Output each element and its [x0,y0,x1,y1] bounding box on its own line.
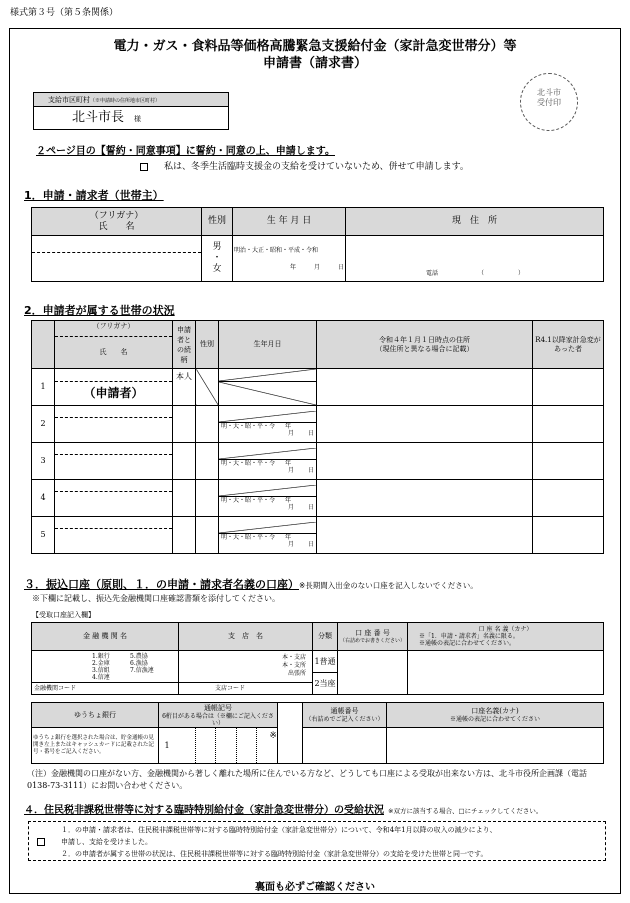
s4-checkbox[interactable] [37,838,45,846]
s2-name-cell[interactable] [55,406,173,443]
s2-birth-cell[interactable] [219,406,317,443]
s3-bank-opt[interactable]: 4.信連 [92,674,110,681]
s2-row-number: 2 [32,406,55,443]
s3-holder-note1: ※「1．申請・請求者」名義に限る。 [419,633,519,640]
s2-birth-header: 生年月日 [219,321,317,369]
s2-address-note: （現住所と異なる場合に記載） [375,344,474,353]
s3-caution: （注）金融機関の口座がない方、金融機関から著しく離れた場所に住んでいる方など、どうしても口座による受取が出来ない方は、北斗市役所企画課（電話0138-73-3111）にお問い合わせください。 [27,769,587,790]
s2-sex-cell[interactable] [196,406,219,443]
s3-holder-label: 口 座 名 義（カナ） [478,626,533,633]
stamp-line2: 受付印 [537,98,561,107]
s3-passbookno-note: （右詰めでご記入ください） [305,716,384,723]
s2-name-cell[interactable] [55,517,173,554]
s2-day: 日 [307,504,314,511]
s3-type-cell[interactable] [313,651,338,695]
s2-month: 月 [287,467,294,474]
s3-yucho-header: ゆうちょ銀行 [32,703,159,728]
s1-sex-female: 女 [212,264,222,274]
s1-name-cell[interactable] [32,236,202,282]
s2-change-cell[interactable] [533,369,604,406]
s2-address-header [317,321,533,369]
s3-acctno-label: 口 座 番 号 [355,628,390,637]
s1-sex-male: 男 [212,242,222,252]
s3-passbook-one: 1 [164,741,170,750]
section2-heading: 2．申請者が属する世帯の状況 [24,304,175,317]
s1-name-label: 氏 名 [98,221,135,232]
s2-change-header: R4.1以降家計急変があった者 [533,321,604,369]
s3-passbookno-header [303,703,387,728]
s1-sex-header: 性別 [202,208,233,236]
s1-address-cell[interactable] [346,236,604,282]
s3-holder2-note: ※通帳の表記に合わせてください [449,716,540,723]
s2-change-cell[interactable] [533,406,604,443]
s3-type-current[interactable]: 2当座 [314,679,336,688]
s3-holder-cell[interactable] [408,651,604,695]
s3-branch-code[interactable]: 支店コード [179,682,312,694]
s2-month: 月 [287,504,294,511]
s3-passbook-header [159,703,278,728]
s1-year: 年 [289,263,296,271]
s1-month: 月 [313,263,320,271]
office-header-label: 支給市区町村 [48,96,90,104]
winter-text: 私は、冬季生活臨時支援金の支給を受けていないため、併せて申請します。 [164,162,469,172]
s4-heading-note: ※双方に該当する場合、□にチェックしてください。 [388,807,543,815]
s3-holder-header [408,623,604,651]
s2-sex-cell-disabled [196,369,219,406]
bank-table [31,622,604,695]
winter-checkbox[interactable] [140,163,148,171]
s3-kome: ※ [256,728,277,763]
s3-type-header: 分類 [313,623,338,651]
s2-name: 氏 名 [99,347,128,356]
s3-passbook-cell[interactable] [159,728,278,764]
s3-bank-cell[interactable] [32,651,179,695]
s4-box [28,821,606,861]
s1-paren-open: （ [478,270,485,277]
section1-heading: 1．申請・請求者（世帯主） [24,189,164,202]
s1-sex-cell[interactable] [202,236,233,282]
s3-holder2-header [387,703,604,728]
s2-furigana: （フリガナ） [55,322,172,337]
s3-branch-opt[interactable]: 出張所 [287,670,306,677]
section3-heading [24,576,614,592]
s2-sex-header: 性別 [196,321,219,369]
office-header [34,93,228,107]
s2-row-number: 4 [32,480,55,517]
s2-era: 明・大・昭・平・令 [221,497,276,504]
s2-birth-cell-disabled [219,369,317,406]
s2-year: 年 [285,423,292,430]
s2-address-cell[interactable] [317,480,533,517]
s2-row-number: 3 [32,443,55,480]
s1-birth-header: 生 年 月 日 [233,208,346,236]
s2-relation-cell[interactable] [173,406,196,443]
s2-self-label: 本人 [173,369,196,406]
s3-acctno-cell[interactable] [338,651,408,695]
office-header-note: （※申請時の住所地市区町村） [90,98,161,104]
s2-sex-cell[interactable] [196,480,219,517]
s2-birth-cell[interactable] [219,517,317,554]
s3-bank-opt[interactable]: 6.漁協 [130,660,148,667]
s2-birth-cell[interactable] [219,480,317,517]
s3-bank-opt[interactable]: 5.農協 [130,653,148,660]
s2-month: 月 [287,430,294,437]
s3-acctno-note: （右詰めでお書きください） [339,637,405,644]
s1-eras: 明治・大正・昭和・平成・令和 [234,246,319,254]
s2-row-number: 5 [32,517,55,554]
s2-month: 月 [287,541,294,548]
s2-era: 明・大・昭・平・令 [221,460,276,467]
s2-sex-cell[interactable] [196,443,219,480]
s2-relation-header: 申請者との続柄 [173,321,196,369]
s2-change-cell[interactable] [533,517,604,554]
title [0,38,630,72]
s2-address-label: 令和４年１月１日時点の住所 [379,335,470,344]
title-line2: 申請書（請求書） [262,56,367,71]
office-honorific: 様 [134,115,142,123]
s3-branch-opt[interactable]: 本・支所 [281,662,306,669]
section4-heading [24,801,618,816]
footer: 裏面も必ずご確認ください [255,882,375,893]
s3-passbook-note: 6桁目がある場合は（※欄にご記入ください） [162,712,274,727]
s2-address-cell[interactable] [317,406,533,443]
s1-address-header: 現 住 所 [346,208,604,236]
s2-relation-cell[interactable] [173,480,196,517]
s2-era: 明・大・昭・平・令 [221,534,276,541]
s2-change-cell[interactable] [533,480,604,517]
consent-text: ２ページ目の【誓約・同意事項】に誓約・同意の上、申請します。 [36,146,335,157]
s2-address-cell[interactable] [317,369,533,406]
s4-line2: 申請し、支給を受けました。 [61,838,152,846]
s4-heading-main: ４．住民税非課税世帯等に対する臨時特別給付金（家計急変世帯分）の受給状況 [24,805,384,816]
s2-applicant-label: （申請者） [83,385,144,400]
s3-passbook-label: 通帳記号 [204,703,232,712]
stamp-line1: 北斗市 [537,88,561,97]
winter-row [140,162,469,173]
s3-heading-note: ※長期間入出金のない口座を記入しないでください。 [299,581,478,590]
s2-address-cell[interactable] [317,443,533,480]
s1-sex-dot: ・ [212,253,222,263]
s2-relation-cell[interactable] [173,517,196,554]
s1-name-header [32,208,202,236]
s4-line3: ２．の申請者が属する世帯の状況は、住民税非課税世帯等に対する臨時特別給付金（家計急変世帯分）の支給を受けた世帯と同一です。 [61,850,488,858]
s3-holder2-cell[interactable] [387,728,604,764]
s4-line1: １．の申請・請求者は、住民税非課税世帯等に対する臨時特別給付金（家計急変世帯分）について、令和4年1月以降の収入の減少により、 [61,826,497,834]
s3-branch-opt[interactable]: 本・支店 [281,654,306,661]
reception-stamp [520,73,578,131]
office-name-row [34,107,228,130]
s2-name-cell[interactable] [55,443,173,480]
s2-change-cell[interactable] [533,443,604,480]
s3-bank-header: 金 融 機 関 名 [32,623,179,651]
s2-year: 年 [285,460,292,467]
s2-day: 日 [307,430,314,437]
s2-no-header [32,321,55,369]
s2-name-cell[interactable] [55,480,173,517]
s3-passbookno-label: 通帳番号 [330,707,359,715]
s2-day: 日 [307,541,314,548]
s3-bank-code[interactable]: 金融機関コード [32,682,178,694]
s3-holder-note2: ※通帳の表記に合わせてください。 [419,640,516,647]
s3-note: ※下欄に記載し、振込先金融機関口座確認書類を添付してください。 [32,594,280,603]
s1-day: 日 [337,263,344,271]
form-id: 様式第３号（第５条関係） [10,8,119,18]
s1-birth-cell[interactable] [233,236,346,282]
office-name: 北斗市長 [72,110,125,125]
s1-paren-close: ） [518,270,525,277]
s2-year: 年 [285,534,292,541]
s3-bank-opt[interactable]: 3.信組 [92,667,110,674]
s3-bank-opt[interactable]: 2.金庫 [92,660,110,667]
s3-branch-header: 支 店 名 [179,623,313,651]
s1-phone-label: 電話 [426,270,439,277]
yucho-table [31,702,604,764]
s2-year: 年 [285,497,292,504]
s3-bank-opt[interactable]: 1.銀行 [92,653,110,660]
s3-bank-opt[interactable]: 7.信漁連 [130,667,154,674]
s3-yucho-note: ゆうちょ銀行を選択された場合は、貯金通帳の見開き左上またはキャッシュカードに記載された記号・番号をご記入ください。 [32,728,159,764]
s2-name-cell[interactable] [55,369,173,406]
s2-name-header [55,321,173,369]
office-box [33,92,229,130]
s1-furigana-label: （フリガナ） [89,210,144,221]
title-line1: 電力・ガス・食料品等価格高騰緊急支援給付金（家計急変世帯分）等 [113,39,517,54]
s2-relation-cell[interactable] [173,443,196,480]
s2-day: 日 [307,467,314,474]
s3-acctno-header [338,623,408,651]
s2-address-cell[interactable] [317,517,533,554]
s2-sex-cell[interactable] [196,517,219,554]
s3-separator-disabled [278,703,303,764]
s3-heading-main: ３．振込口座（原則、１．の申請・請求者名義の口座） [24,578,299,591]
household-table [31,320,604,554]
s3-holder2-label: 口座名義(カナ) [471,707,519,715]
s3-branch-cell[interactable] [179,651,313,695]
s2-row-number: 1 [32,369,55,406]
applicant-table [31,207,604,282]
s3-passbookno-cell[interactable] [303,728,387,764]
s3-label: 【受取口座記入欄】 [32,611,95,619]
s3-type-normal[interactable]: 1普通 [313,651,337,673]
s2-birth-cell[interactable] [219,443,317,480]
s2-era: 明・大・昭・平・令 [221,423,276,430]
